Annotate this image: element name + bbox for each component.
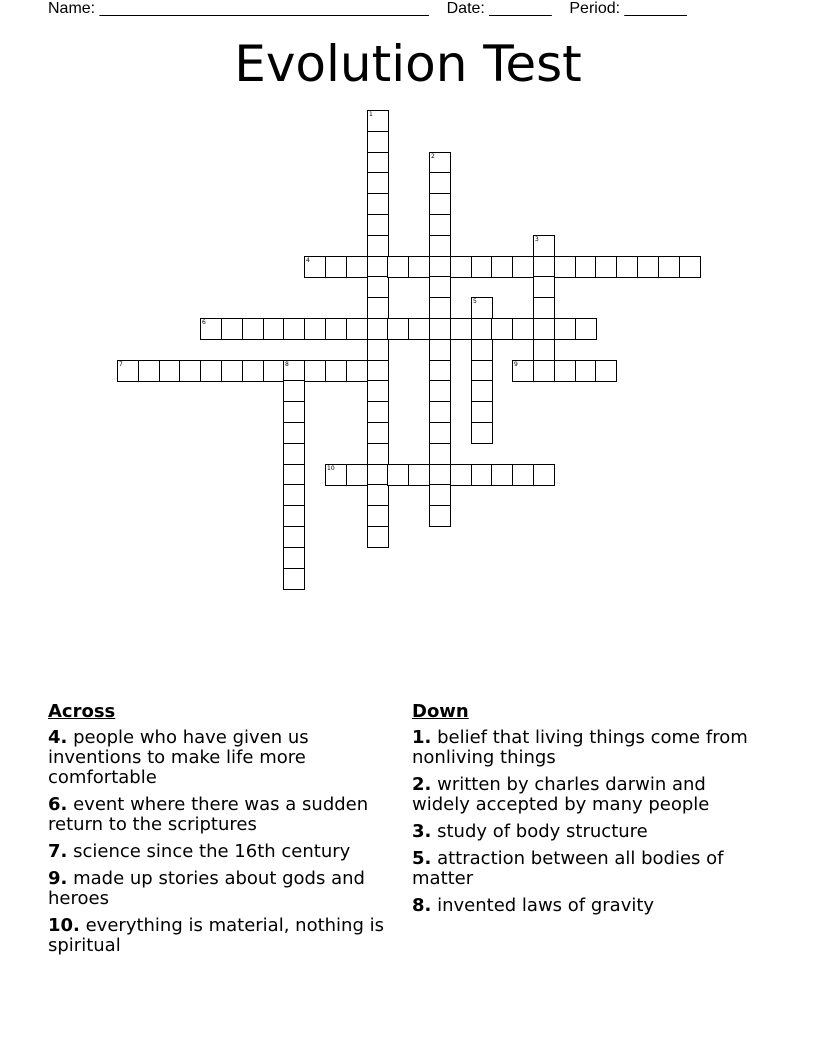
crossword-cell[interactable] [429,318,451,340]
crossword-cell[interactable] [429,422,451,444]
crossword-cell[interactable] [408,256,430,278]
crossword-cell[interactable] [533,360,555,382]
crossword-cell[interactable] [367,422,389,444]
crossword-cell[interactable] [491,256,513,278]
clue-text: attraction between all bodies of matter [412,848,724,889]
across-clues [48,702,390,963]
crossword-cell[interactable] [283,422,305,444]
crossword-cell[interactable] [429,401,451,423]
crossword-cell[interactable] [367,235,389,257]
crossword-cell[interactable] [367,276,389,298]
crossword-cell[interactable] [346,464,368,486]
clue-item [412,728,762,768]
crossword-cell[interactable] [679,256,701,278]
crossword-cell[interactable] [221,360,243,382]
crossword-cell[interactable] [283,318,305,340]
crossword-cell[interactable] [367,526,389,548]
crossword-cell[interactable] [533,339,555,361]
crossword-cell[interactable] [450,464,472,486]
crossword-cell[interactable] [658,256,680,278]
clue-number: 7. [48,841,68,862]
crossword-cell[interactable] [575,360,597,382]
crossword-cell[interactable] [283,568,305,590]
crossword-cell[interactable] [179,360,201,382]
clue-number: 3. [412,821,432,842]
crossword-cell[interactable] [533,256,555,278]
clue-text: science since the 16th century [67,841,351,862]
crossword-cell[interactable] [325,318,347,340]
crossword-cell[interactable] [450,318,472,340]
crossword-cell[interactable] [471,339,493,361]
clue-item [48,916,390,956]
down-clue-list [412,728,762,916]
crossword-cell[interactable] [471,422,493,444]
crossword-cell[interactable] [575,256,597,278]
crossword-cell[interactable] [387,256,409,278]
period-label: Period: [569,0,625,17]
crossword-cell[interactable] [471,401,493,423]
crossword-cell[interactable] [263,360,285,382]
clue-number: 2. [412,774,432,795]
crossword-cell[interactable] [429,360,451,382]
crossword-cell[interactable] [554,318,576,340]
crossword-cell[interactable] [533,276,555,298]
clue-item [412,775,762,815]
cell-number: 2 [431,153,435,160]
across-clue-list [48,728,390,956]
crossword-cell[interactable] [283,505,305,527]
cell-number: 5 [473,298,477,305]
crossword-cell[interactable] [367,484,389,506]
crossword-cell[interactable] [512,464,534,486]
crossword-cell[interactable] [575,318,597,340]
down-heading: Down [412,701,469,722]
crossword-cell[interactable] [429,443,451,465]
crossword-cell[interactable] [471,380,493,402]
crossword-cell[interactable] [595,256,617,278]
crossword-cell[interactable] [429,297,451,319]
clue-text: written by charles darwin and widely accepted by many people [412,774,710,815]
crossword-cell[interactable] [512,256,534,278]
crossword-cell[interactable] [367,464,389,486]
crossword-cell[interactable] [429,256,451,278]
crossword-cell[interactable] [429,172,451,194]
crossword-cell[interactable] [304,360,326,382]
crossword-cell[interactable] [263,318,285,340]
clue-number: 8. [412,895,432,916]
crossword-cell[interactable] [408,318,430,340]
crossword-cell[interactable] [471,256,493,278]
crossword-cell[interactable] [242,318,264,340]
crossword-cell[interactable] [367,297,389,319]
cell-number: 1 [369,111,373,118]
crossword-cell[interactable] [367,339,389,361]
page-title: Evolution Test [234,35,582,93]
cell-number: 7 [119,361,123,368]
name-label: Name: [48,0,100,17]
crossword-cell[interactable] [304,318,326,340]
crossword-cell[interactable] [471,360,493,382]
crossword-cell[interactable] [450,256,472,278]
crossword-cell[interactable] [554,360,576,382]
crossword-cell[interactable] [367,172,389,194]
crossword-cell[interactable] [367,193,389,215]
crossword-cell[interactable] [554,256,576,278]
clue-text: study of body structure [431,821,648,842]
crossword-cell[interactable] [283,526,305,548]
crossword-cell[interactable] [491,318,513,340]
crossword-cell[interactable] [367,256,389,278]
across-heading: Across [48,701,116,722]
crossword-cell[interactable] [429,464,451,486]
crossword-cell[interactable] [533,297,555,319]
crossword-cell[interactable] [408,464,430,486]
crossword-cell[interactable] [429,193,451,215]
cell-number: 6 [202,319,206,326]
date-label: Date: [446,0,490,17]
crossword-cell[interactable] [367,443,389,465]
clue-number: 10. [48,915,80,936]
crossword-cell[interactable] [429,484,451,506]
crossword-cell[interactable] [429,276,451,298]
crossword-cell[interactable] [367,131,389,153]
crossword-cell[interactable] [533,318,555,340]
crossword-cell[interactable] [387,464,409,486]
crossword-cell[interactable] [283,443,305,465]
crossword-cell[interactable] [242,360,264,382]
crossword-cell[interactable] [283,401,305,423]
crossword-cell[interactable] [595,360,617,382]
crossword-cell[interactable] [367,152,389,174]
name-field[interactable]: _____________________________________ [99,0,429,17]
clue-number: 4. [48,727,68,748]
clue-number: 6. [48,794,68,815]
crossword-cell[interactable] [533,464,555,486]
cell-number: 10 [327,465,335,472]
crossword-cell[interactable] [325,360,347,382]
crossword-cell[interactable] [283,484,305,506]
crossword-cell[interactable] [429,235,451,257]
crossword-cell[interactable] [138,360,160,382]
clue-item [412,849,762,889]
crossword-cell[interactable] [283,547,305,569]
clue-item [412,896,762,916]
crossword-cell[interactable] [387,318,409,340]
clue-number: 1. [412,727,432,748]
cell-number: 9 [514,361,518,368]
crossword-cell[interactable] [491,464,513,486]
crossword-cell[interactable] [346,256,368,278]
crossword-cell[interactable] [429,505,451,527]
clue-item [48,869,390,909]
crossword-cell[interactable] [325,256,347,278]
crossword-cell[interactable] [429,380,451,402]
clue-item [48,795,390,835]
clue-text: event where there was a sudden return to the scriptures [48,794,369,835]
crossword-cell[interactable] [367,380,389,402]
clue-number: 9. [48,868,68,889]
crossword-cell[interactable] [512,318,534,340]
clue-text: everything is material, nothing is spiritual [48,915,384,956]
clue-text: people who have given us inventions to make life more comfortable [48,727,309,788]
crossword-cell[interactable] [367,401,389,423]
cell-number: 4 [306,257,310,264]
period-field[interactable]: _______ [624,0,687,17]
crossword-cell[interactable] [283,464,305,486]
crossword-cell[interactable] [616,256,638,278]
cell-number: 8 [285,361,289,368]
cell-number: 3 [535,236,539,243]
crossword-cell[interactable] [367,505,389,527]
crossword-cell[interactable] [471,464,493,486]
crossword-cell[interactable] [429,214,451,236]
crossword-cell[interactable] [367,214,389,236]
clue-text: invented laws of gravity [431,895,655,916]
crossword-cell[interactable] [221,318,243,340]
clue-item [412,822,762,842]
crossword-cell[interactable] [200,360,222,382]
down-clues [412,702,762,923]
clue-item [48,728,390,788]
crossword-cell[interactable] [637,256,659,278]
crossword-cell[interactable] [346,360,368,382]
clue-text: made up stories about gods and heroes [48,868,365,909]
crossword-cell[interactable] [159,360,181,382]
crossword-cell[interactable] [429,339,451,361]
clue-item [48,842,390,862]
clue-text: belief that living things come from nonliving things [412,727,748,768]
crossword-cell[interactable] [367,360,389,382]
crossword-cell[interactable] [346,318,368,340]
crossword-cell[interactable] [367,318,389,340]
date-field[interactable]: _______ [489,0,552,17]
clue-number: 5. [412,848,432,869]
crossword-cell[interactable] [283,380,305,402]
crossword-cell[interactable] [471,318,493,340]
